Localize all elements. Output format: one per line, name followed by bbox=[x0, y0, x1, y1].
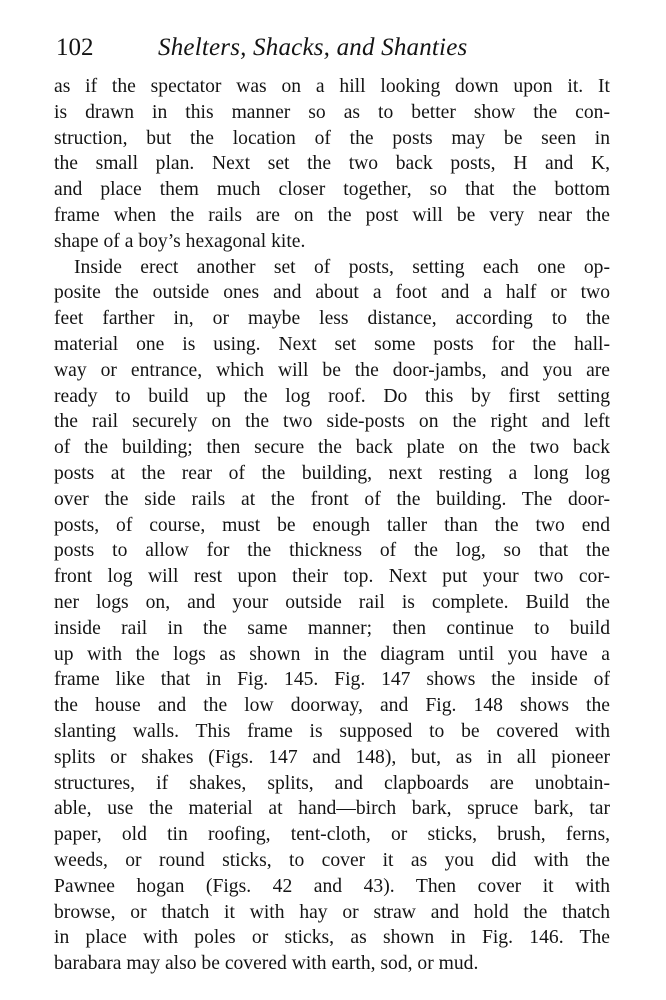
text-line: paper, old tin roofing, tent-cloth, or sticks, brush, ferns, bbox=[54, 824, 610, 846]
text-line: ready to build up the log roof. Do this by first setting bbox=[54, 385, 610, 407]
page-header bbox=[54, 30, 610, 74]
text-line: struction, but the location of the posts may be seen in bbox=[54, 127, 610, 149]
text-line: Pawnee hogan (Figs. 42 and 43). Then cover it with bbox=[54, 875, 610, 897]
text-line: slanting walls. This frame is supposed to be covered with bbox=[54, 720, 610, 742]
text-line: posts, of course, must be enough taller than the two end bbox=[54, 514, 610, 536]
text-line: structures, if shakes, splits, and clapboards are unobtain- bbox=[54, 772, 610, 794]
text-line: the rail securely on the two side-posts on the right and left bbox=[54, 411, 610, 433]
paragraph-start-line: Inside erect another set of posts, setting each one op- bbox=[74, 256, 610, 278]
paragraph-end-line: shape of a boy’s hexagonal kite. bbox=[54, 230, 306, 252]
running-head-title: Shelters, Shacks, and Shanties bbox=[158, 34, 468, 61]
paragraph-end-line: barabara may also be covered with earth, sod, or mud. bbox=[54, 953, 479, 975]
body-text bbox=[54, 74, 610, 977]
text-line: frame when the rails are on the post will be very near the bbox=[54, 204, 610, 226]
text-line: of the building; then secure the back plate on the two back bbox=[54, 437, 610, 459]
text-line: browse, or thatch it with hay or straw and hold the thatch bbox=[54, 901, 610, 923]
book-page bbox=[54, 30, 610, 977]
text-line: ner logs on, and your outside rail is complete. Build the bbox=[54, 591, 610, 613]
text-line: feet farther in, or maybe less distance, according to the bbox=[54, 308, 610, 330]
page-number: 102 bbox=[56, 34, 94, 61]
text-line: and place them much closer together, so that the bottom bbox=[54, 179, 610, 201]
text-line: as if the spectator was on a hill looking down upon it. It bbox=[54, 76, 610, 97]
text-line: is drawn in this manner so as to better show the con- bbox=[54, 101, 610, 123]
text-line: posts to allow for the thickness of the log, so that the bbox=[54, 540, 610, 562]
text-line: material one is using. Next set some posts for the hall- bbox=[54, 333, 610, 355]
text-line: weeds, or round sticks, to cover it as you did with the bbox=[54, 849, 610, 871]
text-line: the small plan. Next set the two back posts, H and K, bbox=[54, 153, 610, 175]
text-line: inside rail in the same manner; then continue to build bbox=[54, 617, 610, 639]
text-line: able, use the material at hand—birch bark, spruce bark, tar bbox=[54, 798, 610, 820]
text-line: posite the outside ones and about a foot and a half or two bbox=[54, 282, 610, 304]
text-line: in place with poles or sticks, as shown in Fig. 146. The bbox=[54, 927, 610, 949]
text-line: splits or shakes (Figs. 147 and 148), but, as in all pioneer bbox=[54, 746, 610, 768]
text-line: posts at the rear of the building, next resting a long log bbox=[54, 462, 610, 484]
text-line: way or entrance, which will be the door-jambs, and you are bbox=[54, 359, 610, 381]
text-line: the house and the low doorway, and Fig. 148 shows the bbox=[54, 695, 610, 717]
text-line: over the side rails at the front of the building. The door- bbox=[54, 488, 610, 510]
text-line: frame like that in Fig. 145. Fig. 147 shows the inside of bbox=[54, 669, 610, 691]
text-line: front log will rest upon their top. Next put your two cor- bbox=[54, 566, 610, 588]
text-line: up with the logs as shown in the diagram until you have a bbox=[54, 643, 610, 665]
